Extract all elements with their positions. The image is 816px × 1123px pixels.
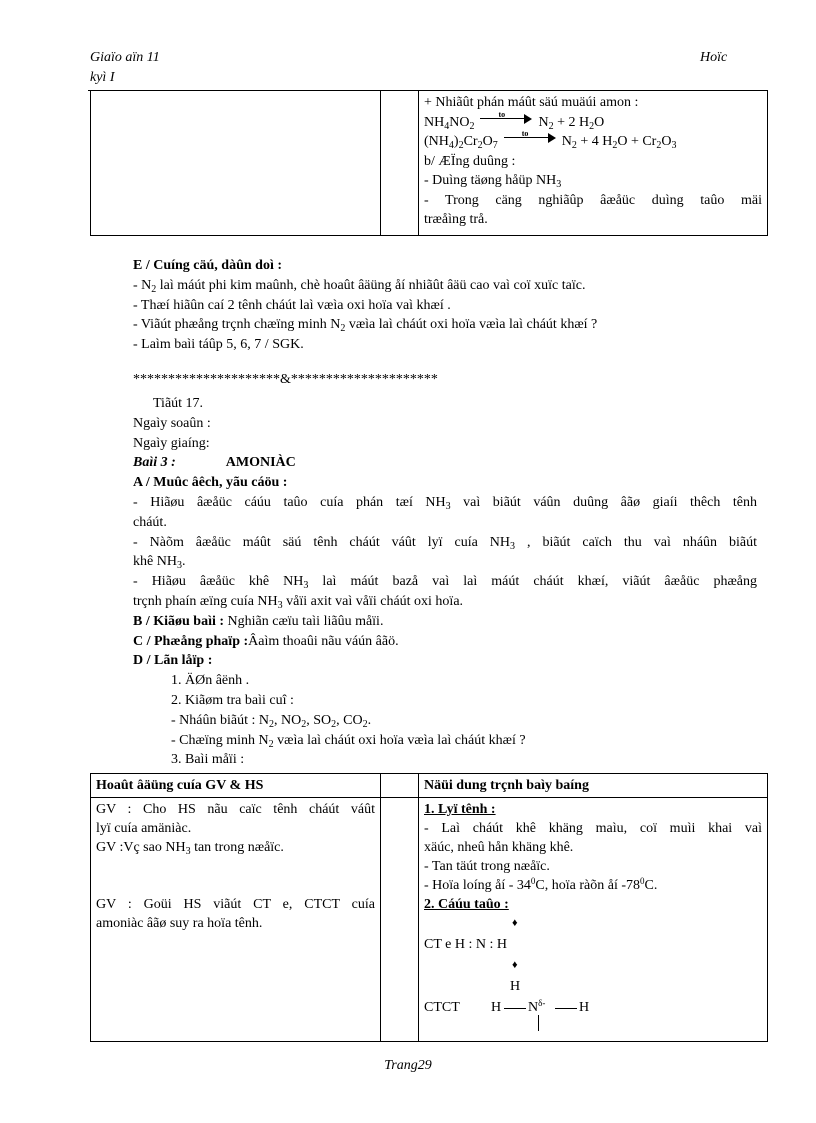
application-line-1: - Duìng täøng håüp $NH_3$ — [424, 173, 562, 190]
lesson-block — [133, 394, 757, 770]
lesson-ngay-soan: Ngaìy soaûn : — [133, 415, 211, 431]
header-right: Hoïc — [700, 50, 728, 65]
objective-1-cont: cháút. — [133, 514, 167, 530]
lesson-procedure-title: D / Lãn låïp : — [133, 653, 213, 669]
main-table-activities-cell — [91, 798, 381, 1042]
page-number: Trang29 — [384, 1058, 432, 1073]
diamond-icon: ♦ — [512, 959, 518, 971]
objective-3: - Hiãøu âæåüc khê $NH_3$ laì máút bazå vaì laì máút cháút khæí, viãút âæåüc phæång — [133, 574, 757, 592]
main-table-header-content: Näüi dung trçnh baìy baíng — [419, 774, 768, 798]
electron-pair-bottom — [424, 956, 762, 975]
header-left-line2: kyì I — [90, 70, 115, 85]
property-1-cont: xäúc, nheû hån khäng khê. — [424, 840, 574, 855]
main-table-header-mid — [381, 774, 419, 798]
gv-activity-2: GV :Vç sao $NH_3$ tan trong næåïc. — [96, 840, 284, 857]
application-title: b/ ÆÏng duûng : — [424, 153, 516, 169]
property-1: - Laì cháút khê khäng maìu, coï muìi khai vaì — [424, 821, 762, 836]
bond-line-right — [555, 1008, 577, 1009]
main-table-mid-cell — [381, 798, 419, 1042]
section-e-line-2: - Thæí hiãûn caí 2 tênh cháút laì væìa oxi hoïa vaì khæí . — [133, 297, 451, 313]
reaction-arrow-icon: to — [504, 133, 556, 143]
bond-line-left — [504, 1008, 526, 1009]
application-line-2: - Trong cäng nghiãûp âæåüc duìng taûo mäi — [424, 192, 762, 208]
section-1-title: 1. Lyï tênh : — [424, 802, 496, 817]
lesson-ngay-giang: Ngaìy giaíng: — [133, 435, 210, 451]
objective-3-cont: trçnh phaín æïng cuía $NH_3$ våïi axit vaì våïi cháút oxi hoïa. — [133, 593, 464, 611]
procedure-2-item-2: - Chæïng minh $N_2$ væìa laì cháút oxi hoïa væìa laì cháút khæí ? — [171, 732, 526, 750]
reaction-1: $NH_4NO_2$ to $N_2 + 2$ $H_2O$ — [424, 109, 605, 132]
ctct-h-left: H — [491, 1000, 502, 1015]
gv-activity-3-cont: amoniàc âãø suy ra hoïa tênh. — [96, 916, 263, 931]
objectives-title: A / Muûc âêch, yãu cáöu : — [133, 475, 288, 491]
lesson-method: C / Phæång phaïp :Âaìm thoaûi nãu váún âãö. — [133, 633, 399, 649]
bond-line-down — [538, 1015, 539, 1031]
top-table-left-cell — [91, 91, 381, 236]
property-3: - Hoïa loíng åí - $34^0C$, hoïa ràõn åí $-78^0C$. — [424, 876, 658, 893]
decomposition-title: + Nhiãût phán máût säú muäúi amon : — [424, 95, 639, 110]
application-line-3: træåìng trå. — [424, 212, 488, 227]
main-table-content-cell — [419, 798, 768, 1042]
top-table-mid-cell — [381, 91, 419, 236]
gv-activity-3: GV : Goüi HS viãút CT e, CTCT cuía — [96, 897, 375, 912]
procedure-2-item-1: - Nháûn biãút : $N_2$, $NO_2$, $SO_2$, $CO_2$. — [171, 712, 372, 730]
top-table — [90, 90, 768, 236]
section-e-title: E / Cuíng cäú, dàûn doì : — [133, 258, 282, 273]
objective-1: - Hiãøu âæåüc cáúu taûo cuía phán tæí $NH_3$ vaì biãút váûn duûng âãø giaíi thêch tênh — [133, 494, 757, 512]
ctct-label: CTCT — [424, 1000, 460, 1015]
procedure-1: 1. ÄØn âënh . — [171, 673, 250, 689]
electron-formula-h: H — [510, 979, 521, 994]
section-e-line-1: - $N_2$ laì máút phi kim maûnh, chè hoaût âäüng åí nhiãût âäü cao vaì coï xuïc taïc. — [133, 277, 586, 295]
diamond-icon: ♦ — [512, 917, 518, 929]
spacer — [96, 857, 375, 895]
main-table — [90, 773, 768, 1042]
lesson-type: B / Kiãøu baìi : Nghiãn cæïu taìi liãûu måïi. — [133, 613, 384, 629]
objective-2-cont: khê $NH_3$. — [133, 554, 186, 572]
section-e-line-4: - Laìm baìi táûp 5, 6, 7 / SGK. — [133, 337, 304, 353]
gv-activity-1: GV : Cho HS nãu caïc tênh cháút váût — [96, 802, 375, 817]
ctct-n: $N^{\delta-}$ — [528, 998, 546, 1015]
procedure-2: 2. Kiãøm tra baìi cuî : — [171, 692, 294, 708]
lesson-tiet: Tiãút 17. — [153, 396, 204, 411]
section-e — [133, 256, 757, 355]
property-2: - Tan täút trong næåïc. — [424, 859, 550, 874]
section-e-line-3: - Viãút phæång trçnh chæïng minh $N_2$ væìa laì cháút oxi hoïa væìa laì cháút khæí ? — [133, 317, 598, 335]
top-table-right-cell — [419, 91, 768, 236]
gv-activity-1-cont: lyï cuía amäniàc. — [96, 821, 192, 836]
objective-2: - Nàõm âæåüc máût säú tênh cháút váût lyï cuía $NH_3$ , biãút caïch thu vaì nháûn biãút — [133, 534, 757, 552]
reaction-2: $(NH_4)_2Cr_2O_7$ to $N_2 + 4$ $H_2O + Cr_2O_3$ — [424, 129, 677, 151]
procedure-3: 3. Baìi måïi : — [171, 752, 245, 768]
structural-formula — [424, 998, 762, 1017]
section-2-title: 2. Cáúu taûo : — [424, 897, 509, 912]
header-left-line1: Giaïo aïn 11 — [90, 50, 160, 65]
electron-formula: CT e H : N : H — [424, 937, 507, 952]
ctct-h-right: H — [579, 1000, 590, 1015]
reaction-arrow-icon: to — [480, 114, 532, 124]
separator: *********************&********************* — [133, 372, 438, 387]
main-table-header-activities: Hoaût âäüng cuía GV & HS — [91, 774, 381, 798]
lesson-title: Baìi 3 : AMONIÀC — [133, 455, 296, 471]
electron-pair-top — [424, 914, 762, 933]
